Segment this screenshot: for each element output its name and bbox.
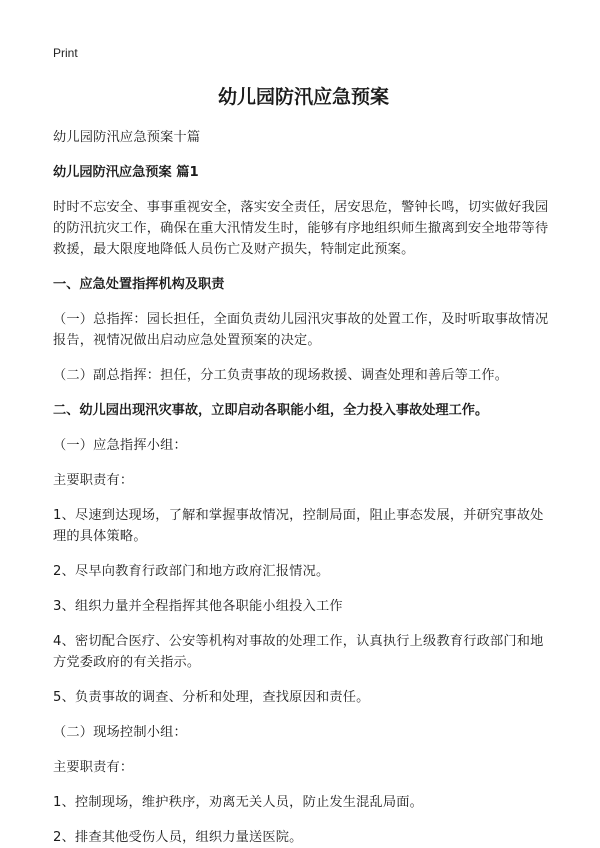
group2-duty-item: 1、控制现场，维护秩序，劝离无关人员，防止发生混乱局面。 [53, 795, 424, 810]
group1-title: （一）应急指挥小组： [53, 438, 187, 453]
group2-title: （二）现场控制小组： [53, 725, 187, 740]
print-label: Print [53, 46, 78, 60]
group1-duty-item: 4、密切配合医疗、公安等机构对事故的处理工作，认真执行上级教育行政部门和地方党委政府的有关指示。 [53, 634, 544, 670]
section2-heading: 二、幼儿园出现汛灾事故，立即启动各职能小组，全力投入事故处理工作。 [53, 403, 489, 418]
document-subtitle: 幼儿园防汛应急预案十篇 [53, 130, 201, 145]
group1-duty-item: 2、尽早向教育行政部门和地方政府汇报情况。 [53, 564, 330, 579]
section1-item: （一）总指挥：园长担任，全面负责幼儿园汛灾事故的处置工作，及时听取事故情况报告，视情况做出启动应急处置预案的决定。 [53, 312, 549, 348]
group2-duty-item: 2、排查其他受伤人员，组织力量送医院。 [53, 830, 303, 845]
group1-duty-item: 1、尽速到达现场，了解和掌握事故情况，控制局面，阻止事态发展，并研究事故处理的具体策略。 [53, 508, 544, 544]
chapter-heading: 幼儿园防汛应急预案 篇1 [53, 165, 199, 180]
group1-duty-label: 主要职责有： [53, 473, 134, 488]
group1-duty-item: 5、负责事故的调查、分析和处理，查找原因和责任。 [53, 690, 370, 705]
section1-heading: 一、应急处置指挥机构及职责 [53, 277, 225, 292]
group2-duty-label: 主要职责有： [53, 760, 134, 775]
intro-paragraph: 时时不忘安全、事事重视安全，落实安全责任，居安思危，警钟长鸣，切实做好我园的防汛抗灾工作，确保在重大汛情发生时，能够有序地组织师生撤离到安全地带等待救援，最大限度地降低人员伤亡及财产损失，特制定此预案。 [53, 200, 549, 257]
section1-item: （二）副总指挥：担任，分工负责事故的现场救援、调查处理和善后等工作。 [53, 368, 509, 383]
document-title: 幼儿园防汛应急预案 [217, 86, 389, 108]
group1-duty-item: 3、组织力量并全程指挥其他各职能小组投入工作 [53, 599, 343, 614]
